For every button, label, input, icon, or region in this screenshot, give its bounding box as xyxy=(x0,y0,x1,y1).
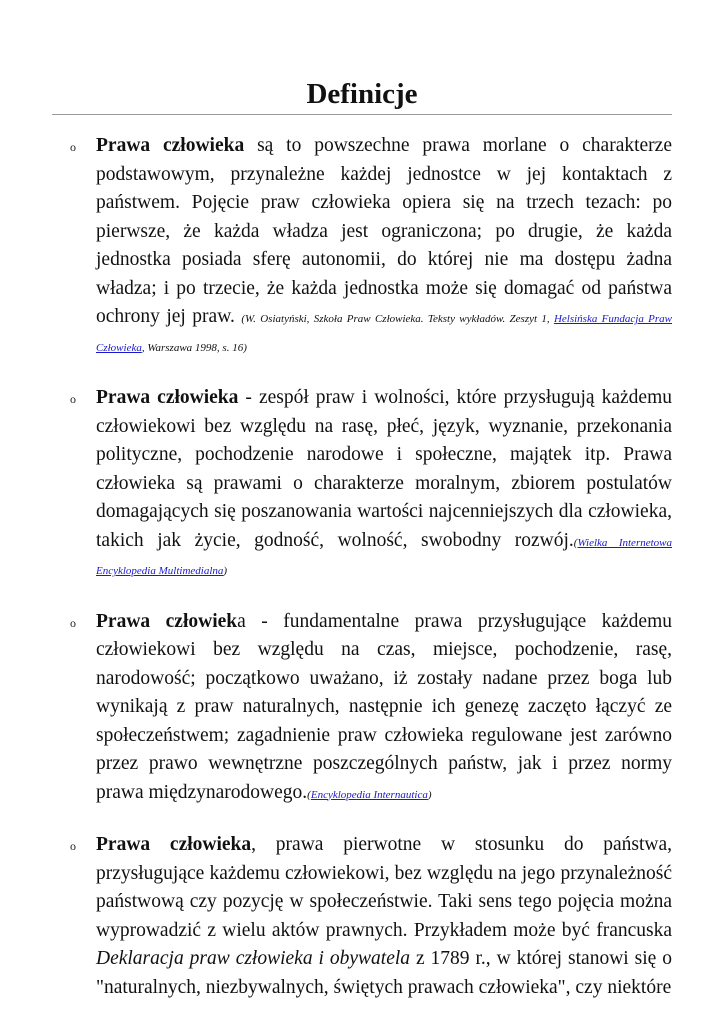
definition-text xyxy=(96,384,672,584)
definition-item xyxy=(0,608,724,808)
source-suffix: ) xyxy=(223,565,228,577)
definition-term: Prawa człowieka xyxy=(96,135,245,156)
definition-item xyxy=(0,132,724,360)
definition-text xyxy=(96,608,672,808)
source-suffix: ) xyxy=(427,788,432,801)
declaration-title: Deklaracja praw człowieka i obywatela xyxy=(96,948,411,969)
definition-item xyxy=(0,384,724,584)
source-prefix: (W. Osiatyński, Szkoła Praw Człowieka. Teksty wykładów. Zeszyt 1, xyxy=(241,313,554,325)
definition-text xyxy=(96,132,672,360)
source-suffix: , Warszawa 1998, s. 16) xyxy=(141,341,247,354)
definition-item xyxy=(0,831,724,1002)
definition-body: a - fundamentalne prawa przysługujące każdemu człowiekowi bez względu na czas, miejsce, pochodzenie, rasę, narodowość; początkowo uważano, iż zostały nadane przez boga lub wynikają z praw naturalnych, następnie ich genezę zaczęto łączyć ze społeczeństwem; zagadnienie praw człowieka regulowane jest zarówno przez prawo wewnętrzne poszczególnych państw, jak i przez normy prawa międzynarodowego. xyxy=(96,610,672,803)
definition-body-continued: z 1789 r., w której stanowi się o "naturalnych, niezbywalnych, świętych prawach człowieka", czy niektóre xyxy=(96,948,672,998)
source-prefix: ( xyxy=(307,788,311,801)
bullet-icon: o xyxy=(70,615,76,630)
bullet-icon: o xyxy=(70,392,76,406)
definition-list xyxy=(0,132,724,1026)
source-prefix: ( xyxy=(573,536,578,549)
definition-term: Prawa człowiek xyxy=(96,610,238,632)
definition-body: są to powszechne prawa morlane o charakterze podstawowym, przynależne każdej jednostce w jej kontaktach z państwem. Pojęcie praw człowieka opiera się na trzech tezach: po pierwsze, że każda władza jest ograniczona; po drugie, że każda jednostka posiada sferę autonomii, do której nie ma dostępu żadna władza; i po trzecie, że każda jednostka może się domagać od państwa ochrony jej praw. xyxy=(96,135,672,327)
source-link[interactable]: Encyklopedia Internautica xyxy=(310,788,428,801)
bullet-icon: o xyxy=(70,140,76,154)
title-divider xyxy=(52,114,672,115)
definition-body: , prawa pierwotne w stosunku do państwa, przysługujące każdemu człowiekowi, bez względu na jego przynależność państwową czy pozycję w społeczeństwie. Taki sens tego pojęcia można wyprowadzić z wielu aktów prawnych. Przykładem może być francuska xyxy=(96,834,672,941)
definition-text xyxy=(96,831,672,1002)
source-citation xyxy=(307,789,431,801)
bullet-icon: o xyxy=(70,839,76,853)
source-link[interactable]: Helsińska Fundacja Praw Człowieka xyxy=(96,313,672,354)
definition-body: - zespół praw i wolności, które przysługują każdemu człowiekowi bez względu na rasę, płeć, język, wyznanie, przekonania polityczne, pochodzenie narodowe i społeczne, majątek itp. Prawa człowieka są prawami o charakterze moralnym, zbiorem postulatów domagających się poszanowania wartości najcenniejszych dla człowieka, takich jak życie, godność, wolność, swobodny rozwój. xyxy=(96,387,672,551)
definition-term: Prawa człowieka xyxy=(96,834,252,855)
source-link[interactable]: Wielka Internetowa Encyklopedia Multimedialna xyxy=(96,536,672,577)
page-title: Definicje xyxy=(306,78,418,110)
definition-term: Prawa człowieka xyxy=(96,387,239,408)
